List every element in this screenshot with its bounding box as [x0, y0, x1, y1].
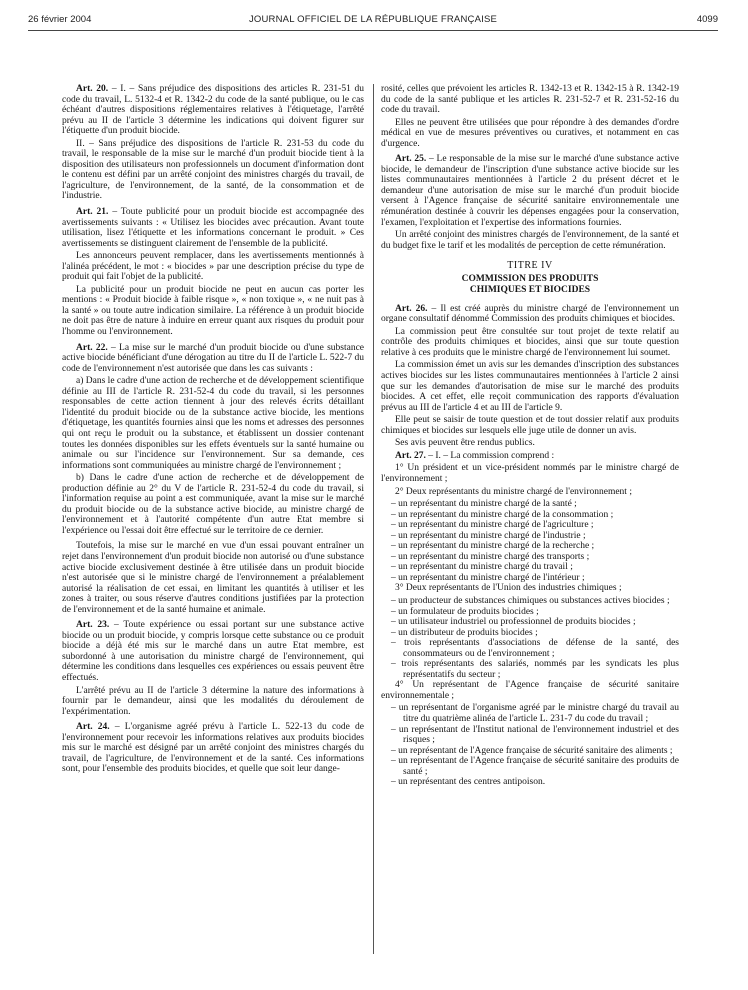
header-journal-title: JOURNAL OFFICIEL DE LA RÉPUBLIQUE FRANÇAISE [248, 14, 498, 25]
article-21-p1 [62, 207, 364, 249]
article-21-text: – Toute publicité pour un produit biocide est accompagnée des avertissements suivants : « Utilisez les biocides avec précaution. Avant toute utilisation, lisez l'étiquette et les informations concernant le produit. » Ces avertissements se distinguent clairement de l'ensemble de la publicité. [62, 207, 364, 249]
list-item: – un représentant du ministre chargé de la recherche ; [391, 541, 595, 552]
list-item: – un représentant de l'organisme agréé par le ministre chargé du travail au titre du quatrième alinéa de l'article L. 231-7 du code du travail ; [391, 703, 679, 724]
list-item: – trois représentants des salariés, nommés par les syndicats les plus représentatifs du secteur ; [391, 659, 679, 680]
list-item: – trois représentants d'associations de défense de la santé, des consommateurs ou de l'environnement ; [391, 638, 679, 659]
article-24-text: – L'organisme agréé prévu à l'article L. 522-13 du code de l'environnement pour recevoir les informations relatives aux produits biocides mis sur le marché est désigné par un arrêté conjoint des ministres chargés du travail, de l'agriculture, de l'environnement et de la santé. Ces informations sont, pour l'ensemble des produits biocides, et quelle que soit leur dange- [62, 722, 364, 775]
header-date: 26 février 2004 [28, 14, 92, 25]
header-rule [28, 30, 718, 31]
right-column [381, 84, 679, 788]
article-25-p2: Un arrêté conjoint des ministres chargés de l'environnement, de la santé et du budget fixe le tarif et les modalités de perception de cette rémunération. [381, 230, 679, 251]
article-21-p2: Les annonceurs peuvent remplacer, dans les avertissements mentionnés à l'alinéa précédent, le mot : « biocides » par une description précise du type de produit qui fait l'objet de la publicité. [62, 251, 364, 283]
list-item: – un représentant du ministre chargé de la santé ; [391, 499, 577, 510]
article-22-heading: Art. 22. [76, 342, 108, 353]
article-27-text: – I. – La commission comprend : [428, 450, 555, 461]
article-25-heading: Art. 25. [395, 154, 427, 165]
list-item: – un distributeur de produits biocides ; [391, 627, 538, 638]
article-23-text: – Toute expérience ou essai portant sur une substance active biocide ou un produit biocide, y compris lorsque cette substance ou ce produit biocide a déjà été mis sur le marché dans un autre Etat membre, est subordonné à une autorisation du ministre chargé de l'environnement, qui détermine les conditions dans lesquelles ces expériences ou essais peuvent être effectués. [62, 620, 364, 683]
list-item: – un représentant du ministre chargé des transports ; [391, 551, 590, 562]
article-27-item-1: 1° Un président et un vice-président nommés par le ministre chargé de l'environnement ; [381, 463, 679, 484]
continued-paragraph: rosité, celles que prévoient les articles R. 1342-13 et R. 1342-15 à R. 1342-19 du code de la santé publique et les articles R. 231-52-7 et R. 231-52-16 du code du travail. [381, 84, 679, 116]
article-24-heading: Art. 24. [76, 722, 110, 733]
article-22-p2: Toutefois, la mise sur le marché en vue d'un essai pouvant entraîner un rejet dans l'environnement d'un produit biocide non autorisé ou d'une substance active biocide exclusivement destinée à être utilisée dans un produit biocide n'est autorisée que si le ministre chargé de l'environnement a préalablement autorisé la réalisation de cet essai, en limitant les quantités à utiliser et les zones à traiter, ou sous réserve d'autres conditions justifiées par la protection de l'environnement et de la santé humaine et animale. [62, 541, 364, 615]
list-item: – un représentant de l'Institut national de l'environnement industriel et des risques ; [391, 724, 679, 746]
article-21-p3: La publicité pour un produit biocide ne peut en aucun cas porter les mentions : « Produit biocide à faible risque », « non toxique », « ne nuit pas à la santé » ou toute autre indication similaire. La référence à un produit biocide ne doit pas être de nature à induire en erreur quant aux risques du produit pour l'homme ou l'environnement. [62, 284, 364, 338]
article-26-p2: La commission peut être consultée sur tout projet de texte relatif au contrôle des produits chimiques et biocides, ainsi que sur toute question relative à ces produits que le ministre chargé de l'environnement lui soumet. [381, 326, 679, 358]
article-20-text: – I. – Sans préjudice des dispositions des articles R. 231-51 du code du travail, L. 5132-4 et R. 1342-2 du code de la santé publique, ou le cas échéant d'autres dispositions réglementaires relatives à l'étiquetage, l'arrêté prévu au II de l'article 3 détermine les indications qui doivent figurer sur l'étiquette d'un produit biocide. [62, 84, 365, 137]
page-header [28, 14, 718, 30]
list-item: – un représentant du ministre chargé de l'intérieur ; [391, 572, 585, 583]
chapter-heading-line2: CHIMIQUES ET BIOCIDES [469, 284, 591, 295]
article-26-p5: Ses avis peuvent être rendus publics. [395, 438, 535, 449]
article-20-heading: Art. 20. [76, 84, 109, 94]
list-item: – un représentant du ministre chargé de l'industrie ; [391, 530, 586, 541]
article-26-p3: La commission émet un avis sur les demandes d'inscription des substances actives biocides sur les listes communautaires mentionnées à l'article 2 ainsi que sur les demandes d'autorisation de mise sur le marché des produits biocides. A cet effet, elle reçoit communication des rapports d'évaluation prévus au III de l'article 4 et au III de l'article 9. [381, 360, 679, 413]
article-24-p1 [62, 722, 364, 775]
chapter-heading [381, 274, 679, 296]
article-27-item-2: 2° Deux représentants du ministre chargé de l'environnement ; [395, 486, 632, 497]
article-27-item-3: 3° Deux représentants de l'Union des industries chimiques ; [395, 583, 622, 594]
list-item: – un représentant du ministre chargé de l'agriculture ; [391, 520, 594, 531]
article-22-p1 [62, 343, 364, 375]
article-21-heading: Art. 21. [76, 207, 109, 218]
paragraph-medical-use: Elles ne peuvent être utilisées que pour répondre à des demandes d'ordre médical en vue de mesures préventives ou curatives, et notamment en cas d'urgence. [381, 117, 679, 149]
list-item: – un utilisateur industriel ou professionnel de produits biocides ; [391, 617, 636, 628]
left-column [62, 84, 364, 775]
article-20-p2: II. – Sans préjudice des dispositions de l'article R. 231-53 du code du travail, le responsable de la mise sur le marché d'un produit biocide tient à la disposition des utilisateurs non professionnels un document d'information dont le contenu est défini par un arrêté conjoint des ministres chargés du travail, de l'agriculture, de l'environnement, de la santé, de la consommation et de l'industrie. [62, 138, 364, 202]
list-item: – un représentant de l'Agence française de sécurité sanitaire des produits de santé ; [391, 756, 679, 777]
column-divider [373, 84, 374, 954]
article-25-p1 [381, 154, 679, 228]
list-item: – un représentant du ministre chargé du travail ; [391, 562, 573, 573]
article-26-heading: Art. 26. [395, 303, 428, 314]
article-22-a: a) Dans le cadre d'une action de recherche et de développement scientifique définie au III de l'article R. 231-52-4 du code du travail, si les personnes responsables de cette action tiennent à jour des relevés écrits détaillant l'identité du produit biocide ou de la substance active biocide, les mentions d'étiquetage, les quantités fournies ainsi que les noms et adresses des personnes qui ont reçu le produit ou la substance, et établissent un dossier contenant toutes les données disponibles sur les effets éventuels sur la santé humaine ou animale ou sur l'incidence sur l'environnement. Sur sa demande, ces informations sont communiquées au ministre chargé de l'environnement ; [62, 376, 364, 471]
article-26-text: – Il est créé auprès du ministre chargé de l'environnement un organe consultatif dénommé Commission des produits chimiques et biocides. [381, 303, 680, 325]
chapter-heading-line1: COMMISSION DES PRODUITS [461, 273, 599, 284]
list-item: – un représentant des centres antipoison. [391, 777, 546, 788]
list-item: – un formulateur de produits biocides ; [391, 606, 539, 617]
article-22-text: – La mise sur le marché d'un produit biocide ou d'une substance active biocide bénéficiant d'une dérogation au titre du II de l'article L. 522-7 du code de l'environnement n'est autorisée que dans les cas suivants : [62, 342, 365, 374]
article-20-p1 [62, 84, 364, 137]
article-23-p2: L'arrêté prévu au II de l'article 3 détermine la nature des informations à fournir par le demandeur, ainsi que les modalités du déroulement de l'expérimentation. [62, 685, 364, 717]
article-27-p1 [381, 451, 679, 462]
article-27-item-4: 4° Un représentant de l'Agence française de sécurité sanitaire environnementale ; [381, 680, 679, 701]
article-23-heading: Art. 23. [76, 620, 110, 631]
header-page-number: 4099 [696, 14, 718, 25]
list-item: – un représentant du ministre chargé de la consommation ; [391, 509, 614, 520]
article-26-p4: Elle peut se saisir de toute question et de tout dossier relatif aux produits chimiques et biocides sur lesquels elle juge utile de donner un avis. [381, 415, 679, 436]
article-22-b: b) Dans le cadre d'une action de recherche et de développement de production définie au 2° du V de l'article R. 231-52-4 du code du travail, si l'information requise au point a est communiquée, avant la mise sur le marché du produit biocide ou de la substance active biocide, au ministre chargé de l'environnement et à l'autorité compétente d'un autre Etat membre si l'expérience ou l'essai doit être effectué sur le territoire de ce dernier. [62, 473, 364, 536]
article-26-p1 [381, 304, 679, 325]
article-25-text: – Le responsable de la mise sur le marché d'une substance active biocide, le demandeur de l'inscription d'une substance active biocide sur les listes communautaires mentionnées à l'article 2 du présent décret et le demandeur d'une autorisation de mise sur le marché d'un produit biocide versent à l'Agence française de sécurité sanitaire environnementale une rémunération destinée à couvrir les dépenses engagées pour la conservation, l'examen, l'exploitation et l'expertise des informations fournies. [381, 154, 680, 228]
article-23-p1 [62, 620, 364, 683]
article-27-heading: Art. 27. [395, 450, 426, 461]
list-item: – un producteur de substances chimiques ou substances actives biocides ; [391, 595, 670, 606]
title-heading: TITRE IV [507, 260, 553, 272]
list-item: – un représentant de l'Agence française de sécurité sanitaire des aliments ; [391, 745, 673, 756]
